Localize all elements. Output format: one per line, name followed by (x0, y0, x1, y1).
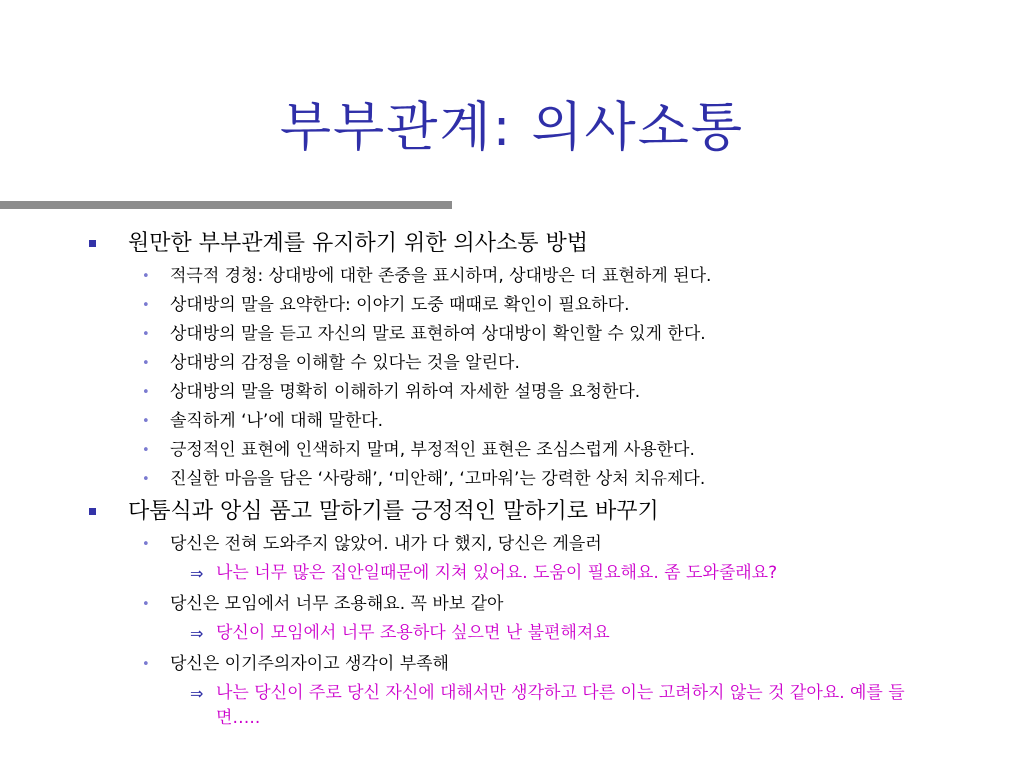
slide-content (86, 228, 946, 735)
implies-arrow-icon: ⇒ (190, 684, 204, 703)
rephrased-example (86, 681, 946, 731)
rephrased-example-text: 나는 당신이 주로 당신 자신에 대해서만 생각하고 다른 이는 고려하지 않는 것 같아요. 예를 들면….. (216, 683, 905, 728)
rephrased-example-text: 나는 너무 많은 집안일때문에 지쳐 있어요. 도움이 필요해요. 좀 도와줄래요? (216, 563, 778, 583)
implies-arrow-icon: ⇒ (190, 624, 204, 643)
rephrased-example-text: 당신이 모임에서 너무 조용하다 싶으면 난 불편해져요 (216, 623, 610, 643)
dot-bullet-icon: • (142, 537, 150, 552)
square-bullet-icon (89, 240, 96, 247)
list-item (86, 262, 946, 291)
dot-bullet-icon: • (142, 414, 150, 429)
list-item-text: 진실한 마음을 담은 ‘사랑해’, ‘미안해’, ‘고마워’는 강력한 상처 치유제다. (170, 469, 706, 489)
list-item (86, 378, 946, 407)
dot-bullet-icon: • (142, 327, 150, 342)
dot-bullet-icon: • (142, 269, 150, 284)
list-item (86, 349, 946, 378)
dot-bullet-icon: • (142, 597, 150, 612)
dot-bullet-icon: • (142, 356, 150, 371)
list-item-text: 당신은 이기주의자이고 생각이 부족해 (170, 654, 449, 674)
list-item (86, 530, 946, 559)
section-heading (86, 496, 946, 527)
dot-bullet-icon: • (142, 657, 150, 672)
list-item (86, 407, 946, 436)
list-item (86, 320, 946, 349)
section-heading (86, 228, 946, 259)
list-item (86, 291, 946, 320)
dot-bullet-icon: • (142, 443, 150, 458)
list-item (86, 590, 946, 619)
list-item-text: 상대방의 말을 듣고 자신의 말로 표현하여 상대방이 확인할 수 있게 한다. (170, 324, 706, 344)
list-item-text: 솔직하게 ‘나’에 대해 말한다. (170, 411, 384, 431)
list-item (86, 465, 946, 494)
list-item-text: 상대방의 감정을 이해할 수 있다는 것을 알린다. (170, 353, 520, 373)
list-item-text: 당신은 모임에서 너무 조용해요. 꼭 바보 같아 (170, 594, 504, 614)
list-item-text: 당신은 전혀 도와주지 않았어. 내가 다 했지, 당신은 게을러 (170, 534, 602, 554)
rephrased-example (86, 621, 946, 646)
list-item (86, 650, 946, 679)
title-divider (0, 201, 452, 209)
list-item-text: 상대방의 말을 명확히 이해하기 위하여 자세한 설명을 요청한다. (170, 382, 641, 402)
section-heading-text: 다툼식과 앙심 품고 말하기를 긍정적인 말하기로 바꾸기 (128, 499, 659, 524)
list-item (86, 436, 946, 465)
dot-bullet-icon: • (142, 385, 150, 400)
square-bullet-icon (89, 508, 96, 515)
implies-arrow-icon: ⇒ (190, 564, 204, 583)
slide-title: 부부관계: 의사소통 (279, 97, 745, 158)
list-item-text: 상대방의 말을 요약한다: 이야기 도중 때때로 확인이 필요하다. (170, 295, 630, 315)
list-item-text: 적극적 경청: 상대방에 대한 존중을 표시하며, 상대방은 더 표현하게 된다. (170, 266, 712, 286)
dot-bullet-icon: • (142, 298, 150, 313)
dot-bullet-icon: • (142, 472, 150, 487)
list-item-text: 긍정적인 표현에 인색하지 말며, 부정적인 표현은 조심스럽게 사용한다. (170, 440, 695, 460)
section-heading-text: 원만한 부부관계를 유지하기 위한 의사소통 방법 (128, 231, 589, 256)
rephrased-example (86, 561, 946, 586)
